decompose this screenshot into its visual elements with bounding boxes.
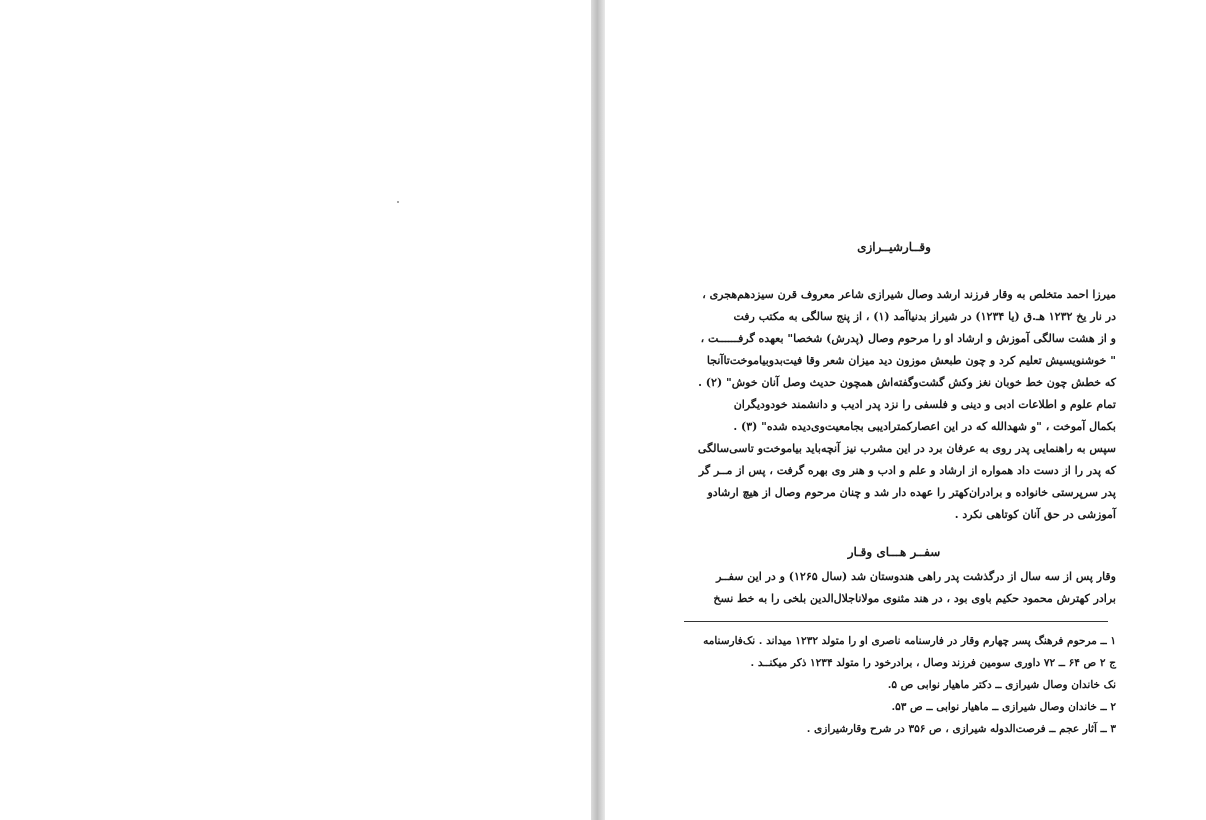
text-line: آموزشی در حق آنان کوتاهی نکرد . <box>954 508 1116 521</box>
body-paragraph-1 <box>672 284 1116 526</box>
left-page <box>0 0 591 820</box>
text-line: برادر کهترش محمود حکیم باوی بود ، در هند مثنوی مولاناجلال‌الدین بلخی را به خط نسخ <box>713 592 1116 605</box>
body-paragraph-2 <box>672 566 1116 610</box>
text-line: وقار پس از سه سال از درگذشت پدر راهی هندوستان شد (سال ۱۲۶۵) و در این سفــر <box>716 570 1116 583</box>
text-line: " خوشنویسیش تعلیم کرد و چون طبعش موزون دید میزان شعر وقا فیت‌بدوبیاموخت‌تاآنجا <box>706 354 1116 367</box>
paper-speck <box>397 201 399 203</box>
footnote-line: ۱ ــ مرحوم فرهنگ پسر چهارم وقار در فارسنامه ناصری او را متولد ۱۲۳۲ میداند . نک‌فارسنامه <box>703 635 1116 647</box>
text-line: و از هشت سالگی آموزش و ارشاد او را مرحوم وصال (پدرش) شخصا" بعهده گرفــــــت ، <box>700 332 1116 345</box>
text-line: سپس به راهنمایی پدر روی به عرفان برد در این مشرب نیز آنچه‌باید بیاموخت‌و تاسی‌سالگی <box>697 442 1116 455</box>
footnotes <box>672 630 1116 740</box>
text-line: تمام علوم و اطلاعات ادبی و دینی و فلسفی را نزد پدر ادیب و دانشمند خودودیگران <box>733 398 1116 411</box>
footnote-line: ۳ ــ آثار عجم ــ فرصت‌الدوله شیرازی ، ص ۳۵۶ در شرح وقارشیرازی . <box>806 723 1116 735</box>
text-line: که پدر را از دست داد همواره از ارشاد و علم و ادب و هنر وی بهره گرفت ، پس از مــر گر <box>698 464 1116 477</box>
section-heading: سفــر هـــای وقـار <box>847 545 941 559</box>
book-gutter <box>591 0 605 820</box>
text-line: بکمال آموخت ، "و شهدالله که در این اعصارکمترادیبی بجامعیت‌وی‌دیده شده" (۳) . <box>733 420 1116 433</box>
text-line: پدر سرپرستی خانواده و برادران‌کهتر را عهده دار شد و چنان مرحوم وصال از هیچ ارشادو <box>707 486 1116 499</box>
text-line: در نار یخ ۱۲۳۲ هـ.ق (یا ۱۲۳۴) در شیراز بدنیاآمد (۱) ، از پنج سالگی به مکتب رفت <box>733 310 1116 323</box>
page-title: وقــارشیــرازی <box>857 240 931 254</box>
footnote-line: ۲ ــ خاندان وصال شیرازی ــ ماهیار نوابی ــ ص ۵۳. <box>891 701 1116 713</box>
footnote-line: ج ۲ ص ۶۴ ــ ۷۲ داوری سومین فرزند وصال ، برادرخود را متولد ۱۲۳۴ ذکر میکنــد . <box>750 657 1116 669</box>
footnote-divider <box>684 621 1108 622</box>
text-line: میرزا احمد متخلص به وقار فرزند ارشد وصال شیرازی شاعر معروف قرن سیزدهم‌هجری ، <box>702 288 1116 301</box>
footnote-line: نک خاندان وصال شیرازی ــ دکتر ماهیار نوابی ص ۵. <box>887 679 1116 691</box>
text-line: که خطش چون خط خوبان نغز وکش گشت‌وگفته‌اش همچون حدیث وصل آنان خوش" (۲) . <box>698 376 1116 389</box>
